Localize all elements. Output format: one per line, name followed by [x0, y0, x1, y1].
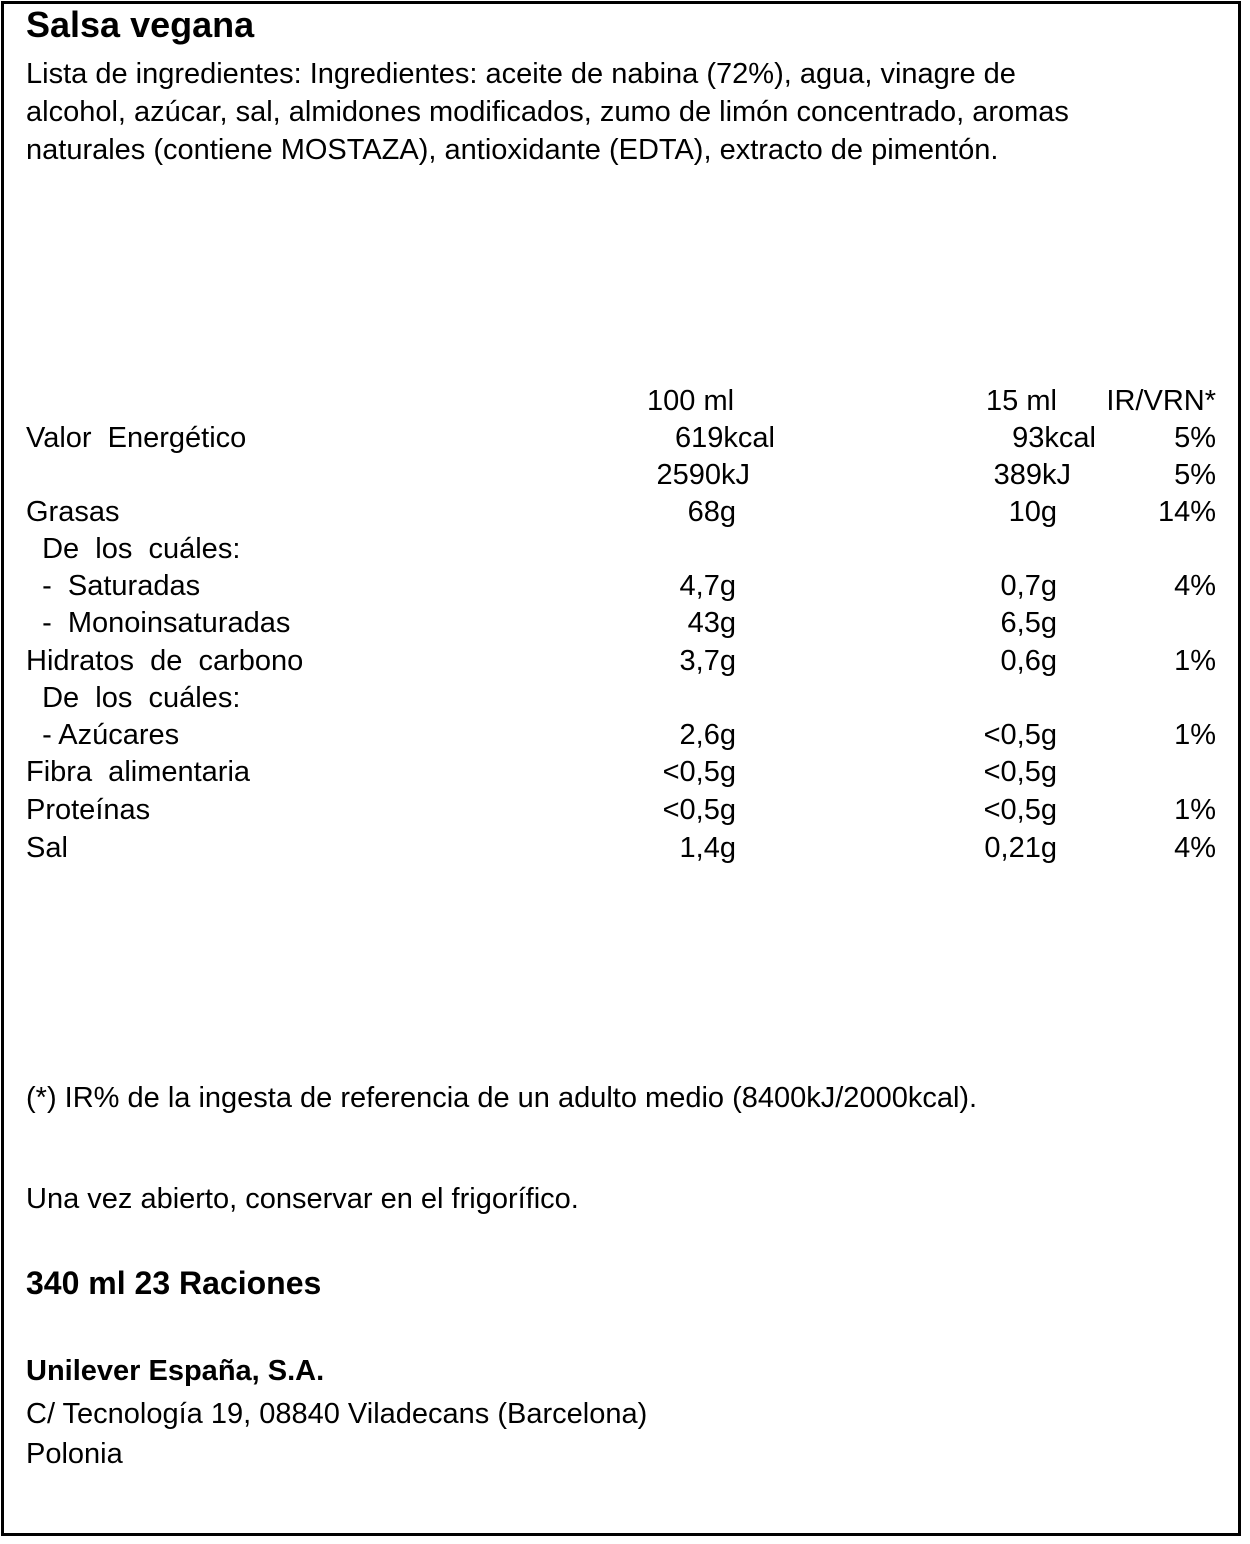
value-per-100ml: 2,6g — [679, 719, 736, 751]
ingredients-list — [26, 55, 1216, 169]
value-per-100ml: <0,5g — [662, 756, 736, 788]
company-address: C/ Tecnología 19, 08840 Viladecans (Barcelona) — [26, 1398, 648, 1430]
header-per-100ml: 100 ml — [647, 385, 735, 417]
value-ir-percent: 4% — [1174, 832, 1216, 864]
value-ir-percent: 4% — [1174, 570, 1216, 602]
value-per-15ml: 93kcal — [1012, 422, 1096, 454]
value-ir-percent: 5% — [1174, 422, 1216, 454]
value-per-100ml: 68g — [687, 496, 736, 528]
value-per-100ml: 4,7g — [679, 570, 736, 602]
value-per-15ml: 10g — [1008, 496, 1057, 528]
value-ir-percent: 5% — [1174, 459, 1216, 491]
ingredients-line: alcohol, azúcar, sal, almidones modificados, zumo de limón concentrado, aromas — [26, 96, 1069, 128]
value-per-100ml: 43g — [687, 607, 736, 639]
nutrient-label: - Saturadas — [26, 570, 201, 602]
value-per-15ml: 6,5g — [1000, 607, 1057, 639]
package-size: 340 ml 23 Raciones — [26, 1265, 322, 1301]
country-of-origin: Polonia — [26, 1438, 123, 1470]
value-per-15ml: 0,7g — [1000, 570, 1057, 602]
footnote: (*) IR% de la ingesta de referencia de un adulto medio (8400kJ/2000kcal). — [26, 1082, 978, 1114]
value-ir-percent: 1% — [1174, 645, 1216, 677]
value-ir-percent: 1% — [1174, 719, 1216, 751]
nutrient-label: De los cuáles: — [26, 682, 241, 714]
value-per-15ml: 389kJ — [993, 459, 1071, 491]
value-per-100ml: 3,7g — [679, 645, 736, 677]
header-ir-vrn: IR/VRN* — [1106, 385, 1216, 417]
value-per-100ml: 619kcal — [675, 422, 775, 454]
value-ir-percent: 1% — [1174, 794, 1216, 826]
product-title: Salsa vegana — [26, 4, 255, 45]
nutrient-label: Fibra alimentaria — [26, 756, 251, 788]
nutrient-label: Hidratos de carbono — [26, 645, 304, 677]
value-per-100ml: <0,5g — [662, 794, 736, 826]
ingredients-line: naturales (contiene MOSTAZA), antioxidante (EDTA), extracto de pimentón. — [26, 134, 999, 166]
nutrient-label: - Monoinsaturadas — [26, 607, 291, 639]
header-per-15ml: 15 ml — [986, 385, 1057, 417]
value-ir-percent: 14% — [1157, 496, 1216, 528]
nutrient-label: - Azúcares — [26, 719, 180, 751]
nutrient-label: Grasas — [26, 496, 120, 528]
value-per-15ml: <0,5g — [983, 794, 1057, 826]
nutrient-label: Sal — [26, 832, 68, 864]
storage-instructions: Una vez abierto, conservar en el frigorífico. — [26, 1183, 579, 1215]
nutrient-label: Proteínas — [26, 794, 151, 826]
value-per-15ml: <0,5g — [983, 719, 1057, 751]
value-per-15ml: <0,5g — [983, 756, 1057, 788]
value-per-15ml: 0,21g — [984, 832, 1057, 864]
value-per-15ml: 0,6g — [1000, 645, 1057, 677]
nutrient-label: Valor Energético — [26, 422, 247, 454]
nutrient-label: De los cuáles: — [26, 533, 241, 565]
ingredients-line: Lista de ingredientes: Ingredientes: aceite de nabina (72%), agua, vinagre de — [26, 58, 1016, 90]
company-name: Unilever España, S.A. — [26, 1355, 325, 1387]
value-per-100ml: 2590kJ — [656, 459, 750, 491]
value-per-100ml: 1,4g — [679, 832, 736, 864]
